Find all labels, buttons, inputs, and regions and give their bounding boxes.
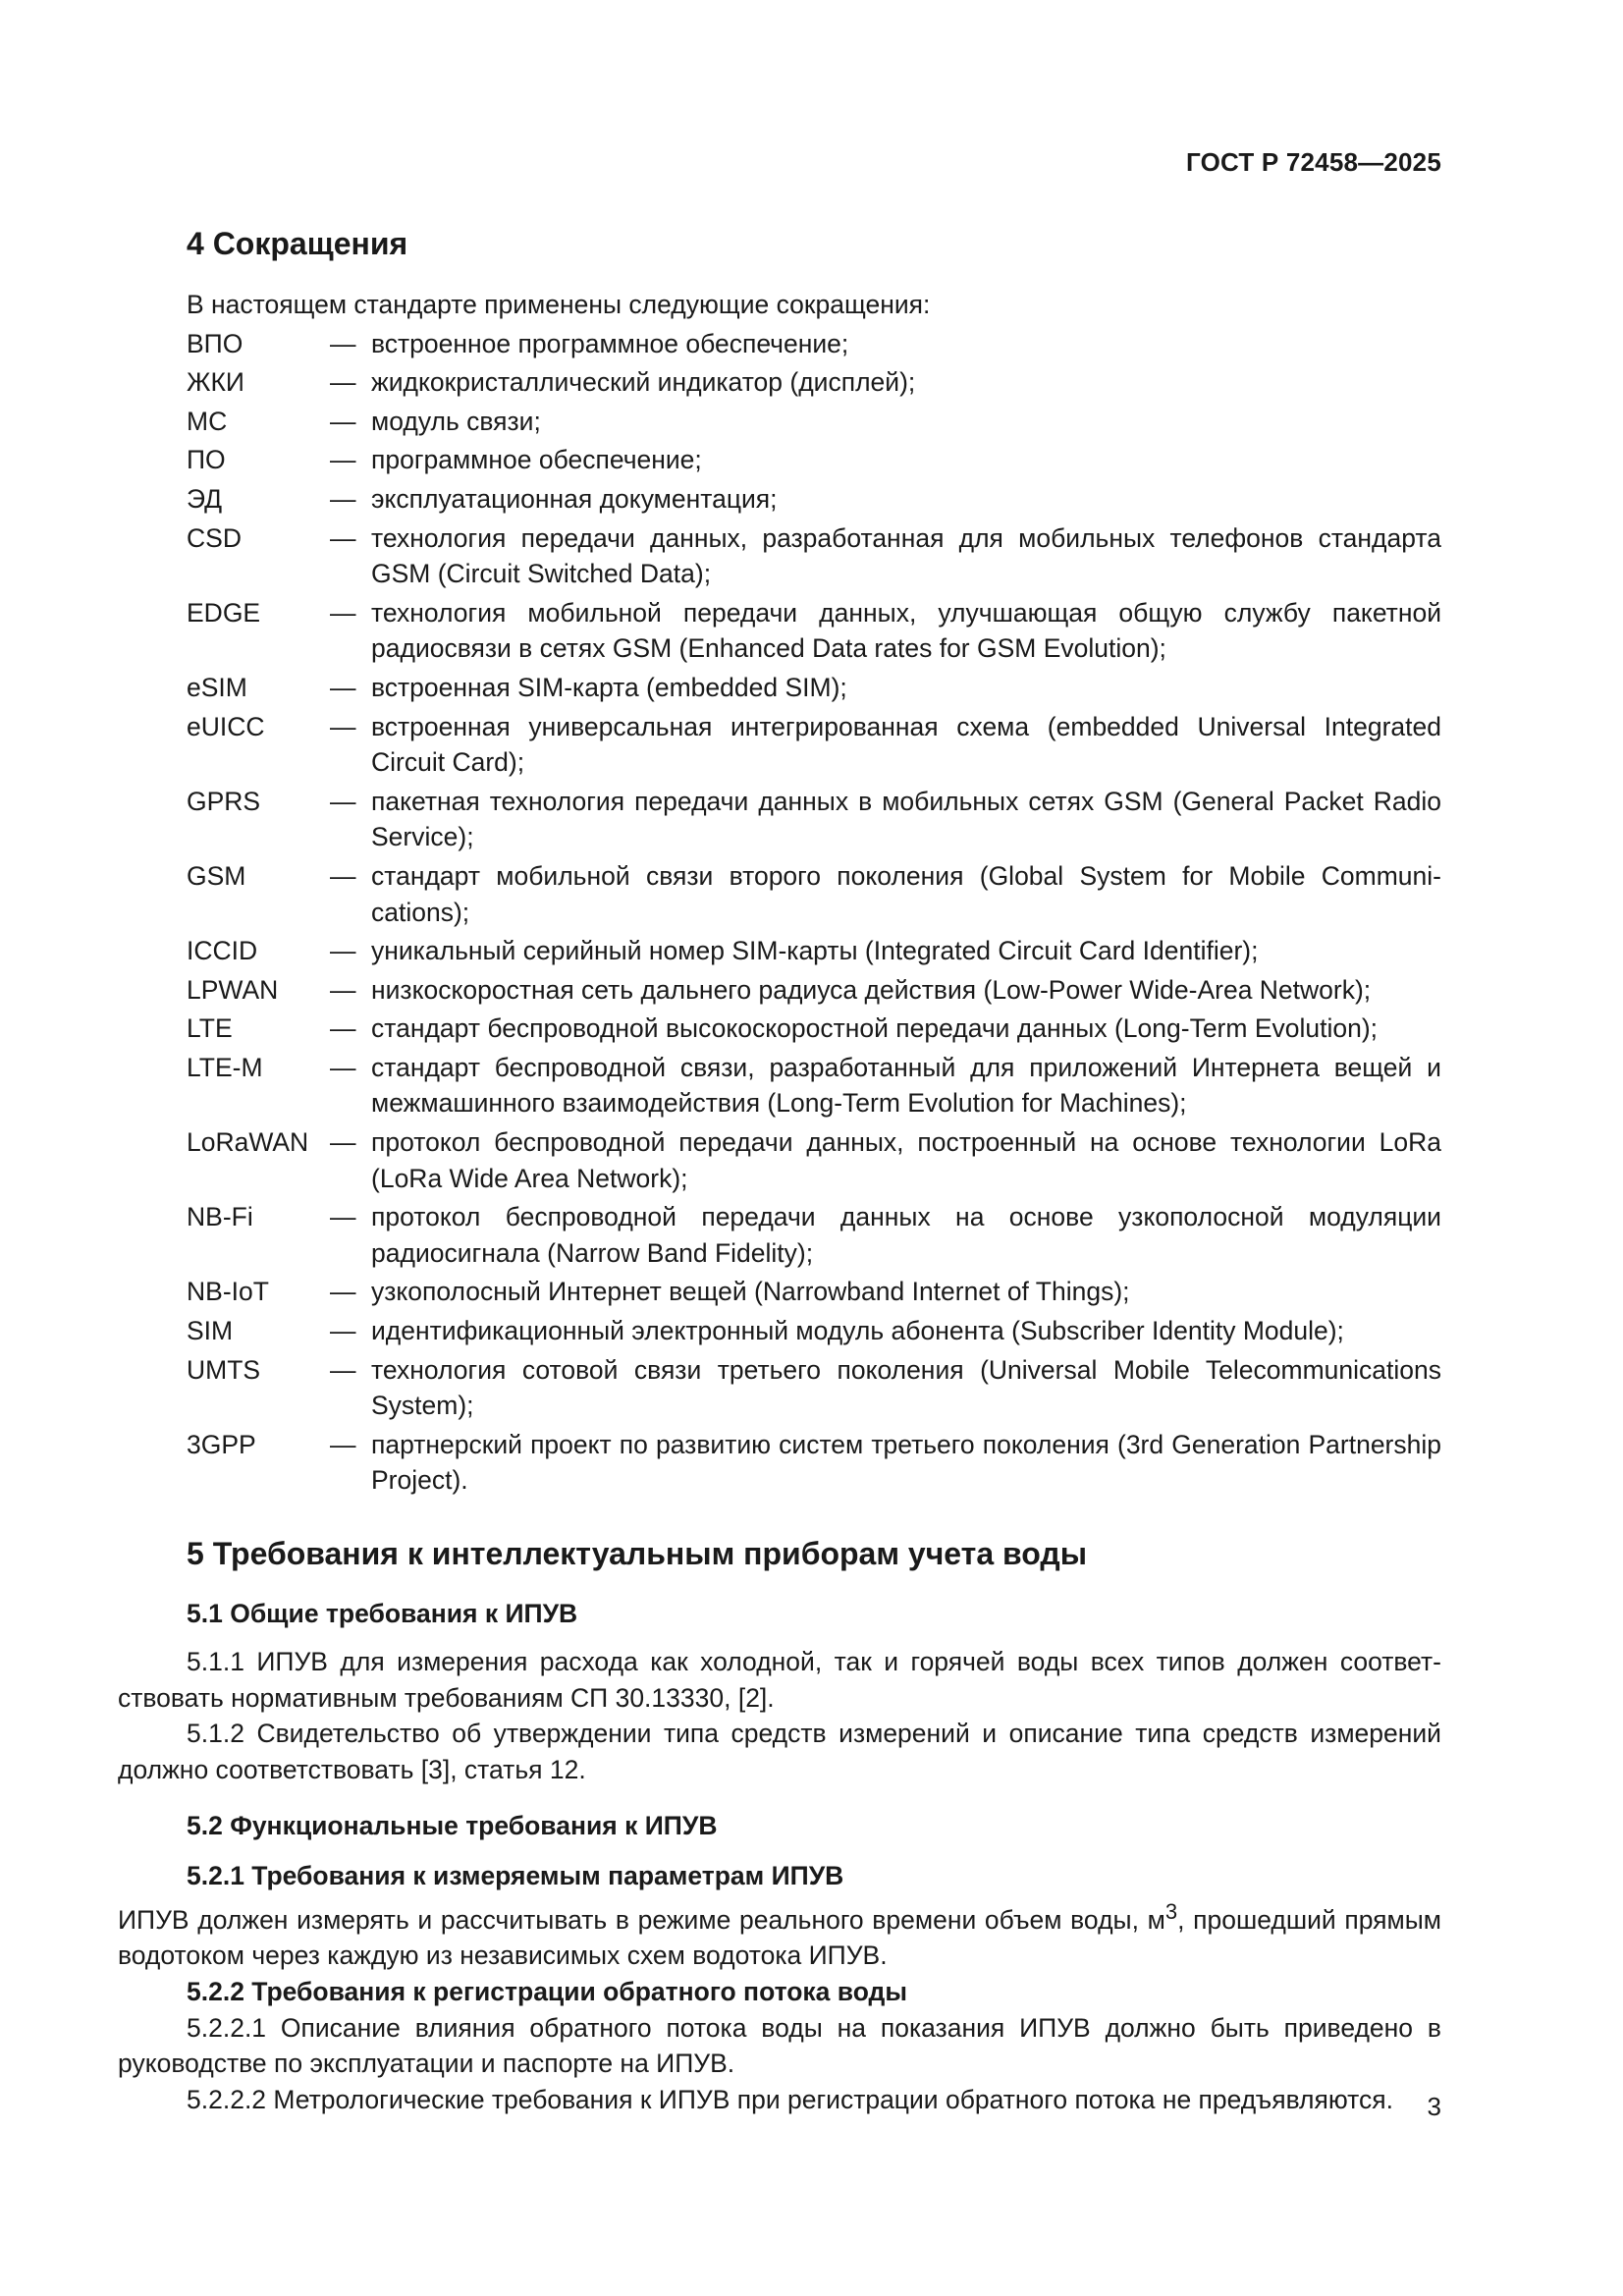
clause-5-2-2-title: 5.2.2 Требования к регистрации обратного потока воды	[187, 1976, 908, 2006]
abbreviation-definition: узкополосный Интернет вещей (Narrowband Internet of Things);	[371, 1277, 1130, 1307]
abbreviation-dash: —	[330, 672, 356, 702]
abbreviation-dash: —	[330, 597, 356, 628]
abbreviation-term: 3GPP	[187, 1429, 256, 1459]
abbreviations-intro: В настоящем стандарте применены следующие сокращения:	[187, 290, 931, 319]
abbreviation-dash: —	[330, 522, 356, 553]
abbreviation-term: ПО	[187, 445, 226, 475]
abbreviation-dash: —	[330, 1127, 356, 1158]
abbreviation-definition: протокол беспроводной передачи данных на основе узкополосной модуляции радиосигнала (Narrow Band Fidelity);	[371, 1202, 1441, 1268]
abbreviation-definition: стандарт беспроводной связи, разработанный для приложений Интернета вещей и межмашинного взаимодействия (Long-Term Evolution for Machines);	[371, 1052, 1441, 1119]
clause-5-1-1: 5.1.1 ИПУВ для измерения расхода как холодной, так и горячей воды всех типов должен соответствовать нормативным требованиям СП 30.13330, [2].	[118, 1647, 1441, 1713]
page-content	[118, 224, 1441, 2117]
abbreviation-row	[187, 1427, 1441, 1499]
abbreviation-dash: —	[330, 406, 356, 436]
abbreviation-row	[187, 1124, 1441, 1196]
abbreviation-dash: —	[330, 936, 356, 966]
abbreviation-row	[187, 595, 1441, 667]
abbreviation-definition: идентификационный электронный модуль абонента (Subscriber Identity Module);	[371, 1316, 1344, 1346]
abbreviation-row	[187, 1352, 1441, 1424]
section-5-title: 5 Требования к интеллектуальным приборам учета воды	[187, 1536, 1088, 1571]
abbreviation-row	[187, 670, 1441, 706]
abbreviation-dash: —	[330, 1052, 356, 1082]
subsection-5-1-title: 5.1 Общие требования к ИПУВ	[187, 1599, 578, 1628]
abbreviation-term: LTE	[187, 1013, 233, 1044]
abbreviation-dash: —	[330, 1316, 356, 1346]
clause-5-1-2: 5.1.2 Свидетельство об утверждении типа средств измерений и описание типа средств измерений должно соответствовать [3], статья 12.	[118, 1719, 1441, 1784]
clause-5-2-1-title: 5.2.1 Требования к измеряемым параметрам ИПУВ	[187, 1861, 844, 1891]
clause-5-2-2-1: 5.2.2.1 Описание влияния обратного потока воды на показания ИПУВ должно быть приведено в руководстве по эксплуатации и паспорте на ИПУВ.	[118, 2012, 1441, 2079]
page-number: 3	[1427, 2092, 1441, 2121]
abbreviation-row	[187, 784, 1441, 855]
abbreviation-definition: встроенная SIM-карта (embedded SIM);	[371, 672, 847, 702]
abbreviation-definition: пакетная технология передачи данных в мобильных сетях GSM (General Packet Radio Service);	[371, 786, 1441, 852]
abbreviation-row	[187, 933, 1441, 969]
abbreviation-term: SIM	[187, 1316, 234, 1346]
abbreviation-dash: —	[330, 445, 356, 475]
abbreviation-row	[187, 709, 1441, 781]
abbreviation-definition: уникальный серийный номер SIM-карты (Integrated Circuit Card Identifier);	[371, 936, 1259, 966]
clause-5-2-1-text-b: , прошедший прямым водотоком через каждую из независимых схем водотока ИПУВ.	[118, 1904, 1441, 1971]
abbreviation-row	[187, 364, 1441, 401]
abbreviation-dash: —	[330, 1277, 356, 1307]
abbreviation-definition: стандарт мобильной связи второго поколения (Global System for Mobile Communications);	[371, 860, 1441, 927]
abbreviation-term: LoRaWAN	[187, 1127, 309, 1158]
abbreviation-dash: —	[330, 367, 356, 398]
clause-5-2-1-text	[118, 1894, 1441, 1974]
abbreviation-row	[187, 1274, 1441, 1310]
abbreviation-dash: —	[330, 1354, 356, 1385]
abbreviation-definition: технология сотовой связи третьего поколения (Universal Mobile Telecommunications System);	[371, 1354, 1441, 1421]
abbreviation-row	[187, 481, 1441, 518]
abbreviation-definition: эксплуатационная документация;	[371, 483, 778, 514]
abbreviation-term: ЖКИ	[187, 367, 244, 398]
abbreviation-term: EDGE	[187, 597, 261, 628]
abbreviation-term: LTE-M	[187, 1052, 263, 1082]
abbreviation-definition: протокол беспроводной передачи данных, построенный на основе технологии LoRa (LoRa Wide Area Network);	[371, 1127, 1441, 1193]
abbreviation-term: LPWAN	[187, 974, 279, 1005]
abbreviation-term: eUICC	[187, 711, 265, 741]
abbreviation-definition: низкоскоростная сеть дальнего радиуса действия (Low-Power Wide-Area Network);	[371, 974, 1372, 1005]
abbreviation-row	[187, 326, 1441, 362]
abbreviation-dash: —	[330, 711, 356, 741]
abbreviation-definition: стандарт беспроводной высокоскоростной передачи данных (Long-Term Evolution);	[371, 1013, 1379, 1044]
abbreviation-row	[187, 1313, 1441, 1349]
abbreviation-definition: технология мобильной передачи данных, улучшающая общую службу пакетной радиосвязи в сетях GSM (Enhanced Data rates for GSM Evolution);	[371, 597, 1441, 664]
abbreviation-term: GPRS	[187, 786, 261, 816]
abbreviation-term: МС	[187, 406, 228, 436]
abbreviation-dash: —	[330, 974, 356, 1005]
abbreviation-row	[187, 520, 1441, 592]
abbreviation-term: CSD	[187, 522, 242, 553]
cubic-superscript: 3	[1164, 1898, 1178, 1924]
abbreviation-definition: встроенное программное обеспечение;	[371, 328, 849, 358]
abbreviation-term: GSM	[187, 860, 246, 891]
abbreviation-row	[187, 1011, 1441, 1047]
abbreviation-dash: —	[330, 328, 356, 358]
abbreviation-dash: —	[330, 786, 356, 816]
abbreviation-row	[187, 1050, 1441, 1121]
abbreviations-list	[187, 326, 1441, 1499]
abbreviation-definition: модуль связи;	[371, 406, 541, 436]
abbreviation-row	[187, 1199, 1441, 1271]
abbreviation-row	[187, 972, 1441, 1009]
subsection-5-2-title: 5.2 Функциональные требования к ИПУВ	[187, 1811, 718, 1841]
abbreviation-dash: —	[330, 860, 356, 891]
abbreviation-term: NB-IoT	[187, 1277, 269, 1307]
abbreviation-term: eSIM	[187, 672, 247, 702]
abbreviation-term: UMTS	[187, 1354, 261, 1385]
abbreviation-term: ЭД	[187, 483, 223, 514]
abbreviation-term: ICCID	[187, 936, 258, 966]
abbreviation-definition: жидкокристаллический индикатор (дисплей);	[371, 367, 916, 398]
abbreviation-term: NB-Fi	[187, 1202, 253, 1232]
abbreviation-term: ВПО	[187, 328, 243, 358]
abbreviation-row	[187, 404, 1441, 440]
abbreviation-definition: программное обеспечение;	[371, 445, 702, 475]
abbreviation-dash: —	[330, 1013, 356, 1044]
abbreviation-dash: —	[330, 1429, 356, 1459]
abbreviation-dash: —	[330, 483, 356, 514]
abbreviation-definition: партнерский проект по развитию систем третьего поколения (3rd Generation Partnership Project).	[371, 1429, 1441, 1496]
abbreviation-definition: технология передачи данных, разработанная для мобильных телефонов стандарта GSM (Circuit Switched Data);	[371, 522, 1441, 589]
clause-5-2-2-2: 5.2.2.2 Метрологические требования к ИПУВ при регистрации обратного потока не предъявляются.	[187, 2084, 1393, 2114]
abbreviation-dash: —	[330, 1202, 356, 1232]
clause-5-2-1-text-a: ИПУВ должен измерять и рассчитывать в режиме реального времени объем воды, м	[118, 1904, 1165, 1935]
document-code: ГОСТ Р 72458—2025	[1186, 147, 1441, 177]
abbreviation-row	[187, 858, 1441, 930]
abbreviation-row	[187, 442, 1441, 478]
abbreviation-definition: встроенная универсальная интегрированная схема (embedded Universal Integrated Circuit Card);	[371, 711, 1441, 778]
section-4-title: 4 Сокращения	[187, 226, 408, 261]
